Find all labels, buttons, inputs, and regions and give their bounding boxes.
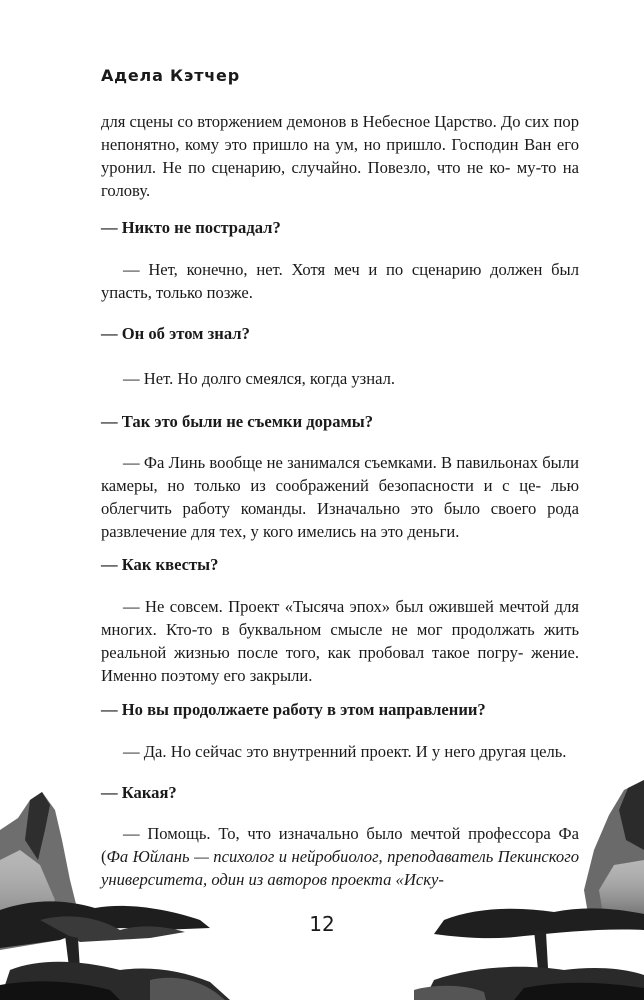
answer-paragraph: — Да. Но сейчас это внутренний проект. И у него другая цель.: [123, 742, 567, 761]
running-header-author: Адела Кэтчер: [101, 66, 240, 85]
question-paragraph: — Как квесты?: [101, 555, 219, 574]
page-number: 12: [309, 912, 335, 936]
answer-paragraph: — Фа Линь вообще не занимался съемками. В павильонах были камеры, но только из соображений безопасности и с це- лью облегчить работу команды. Изначально это было своего рода развлечение для тех, у кого имелись на это деньги.: [101, 453, 579, 541]
question-paragraph: — Он об этом знал?: [101, 324, 250, 343]
question-paragraph: — Так это были не съемки дорамы?: [101, 412, 374, 431]
italic-note: Фа Юйлань — психолог и нейробиолог, преподаватель: [106, 847, 494, 866]
answer-paragraph: — Не совсем. Проект «Тысяча эпох» был ожившей мечтой для многих. Кто-то в буквальном смысле не мог продолжать жить реальной жизнью после того, как пробовал такое погру- жение. Именно поэтому его закрыли.: [101, 597, 580, 685]
answer-paragraph: — Нет. Но долго смеялся, когда узнал.: [123, 369, 396, 388]
question-paragraph: — Никто не пострадал?: [101, 218, 281, 237]
answer-paragraph: для сцены со вторжением демонов в Небесное Царство. До сих пор непонятно, кому это пришло на ум, но пришло. Господин Ван его уронил. Не по сценарию, случайно. Повезло, что не ко- му-то на голову.: [101, 112, 580, 200]
question-paragraph: — Но вы продолжаете работу в этом направлении?: [101, 700, 486, 719]
answer-paragraph-last: — Помощь. То, что изначально было мечтой профессора Фа (Фа Юйлань — психолог и нейробиолог, преподаватель Пекинского университета, один из авторов проекта «Иску-: [101, 824, 579, 889]
italic-note: Пекинского университета, один из авторов проекта «Иску-: [101, 847, 579, 889]
question-paragraph: — Какая?: [101, 783, 177, 802]
answer-paragraph: — Нет, конечно, нет. Хотя меч и по сценарию должен был упасть, только позже.: [101, 260, 579, 302]
